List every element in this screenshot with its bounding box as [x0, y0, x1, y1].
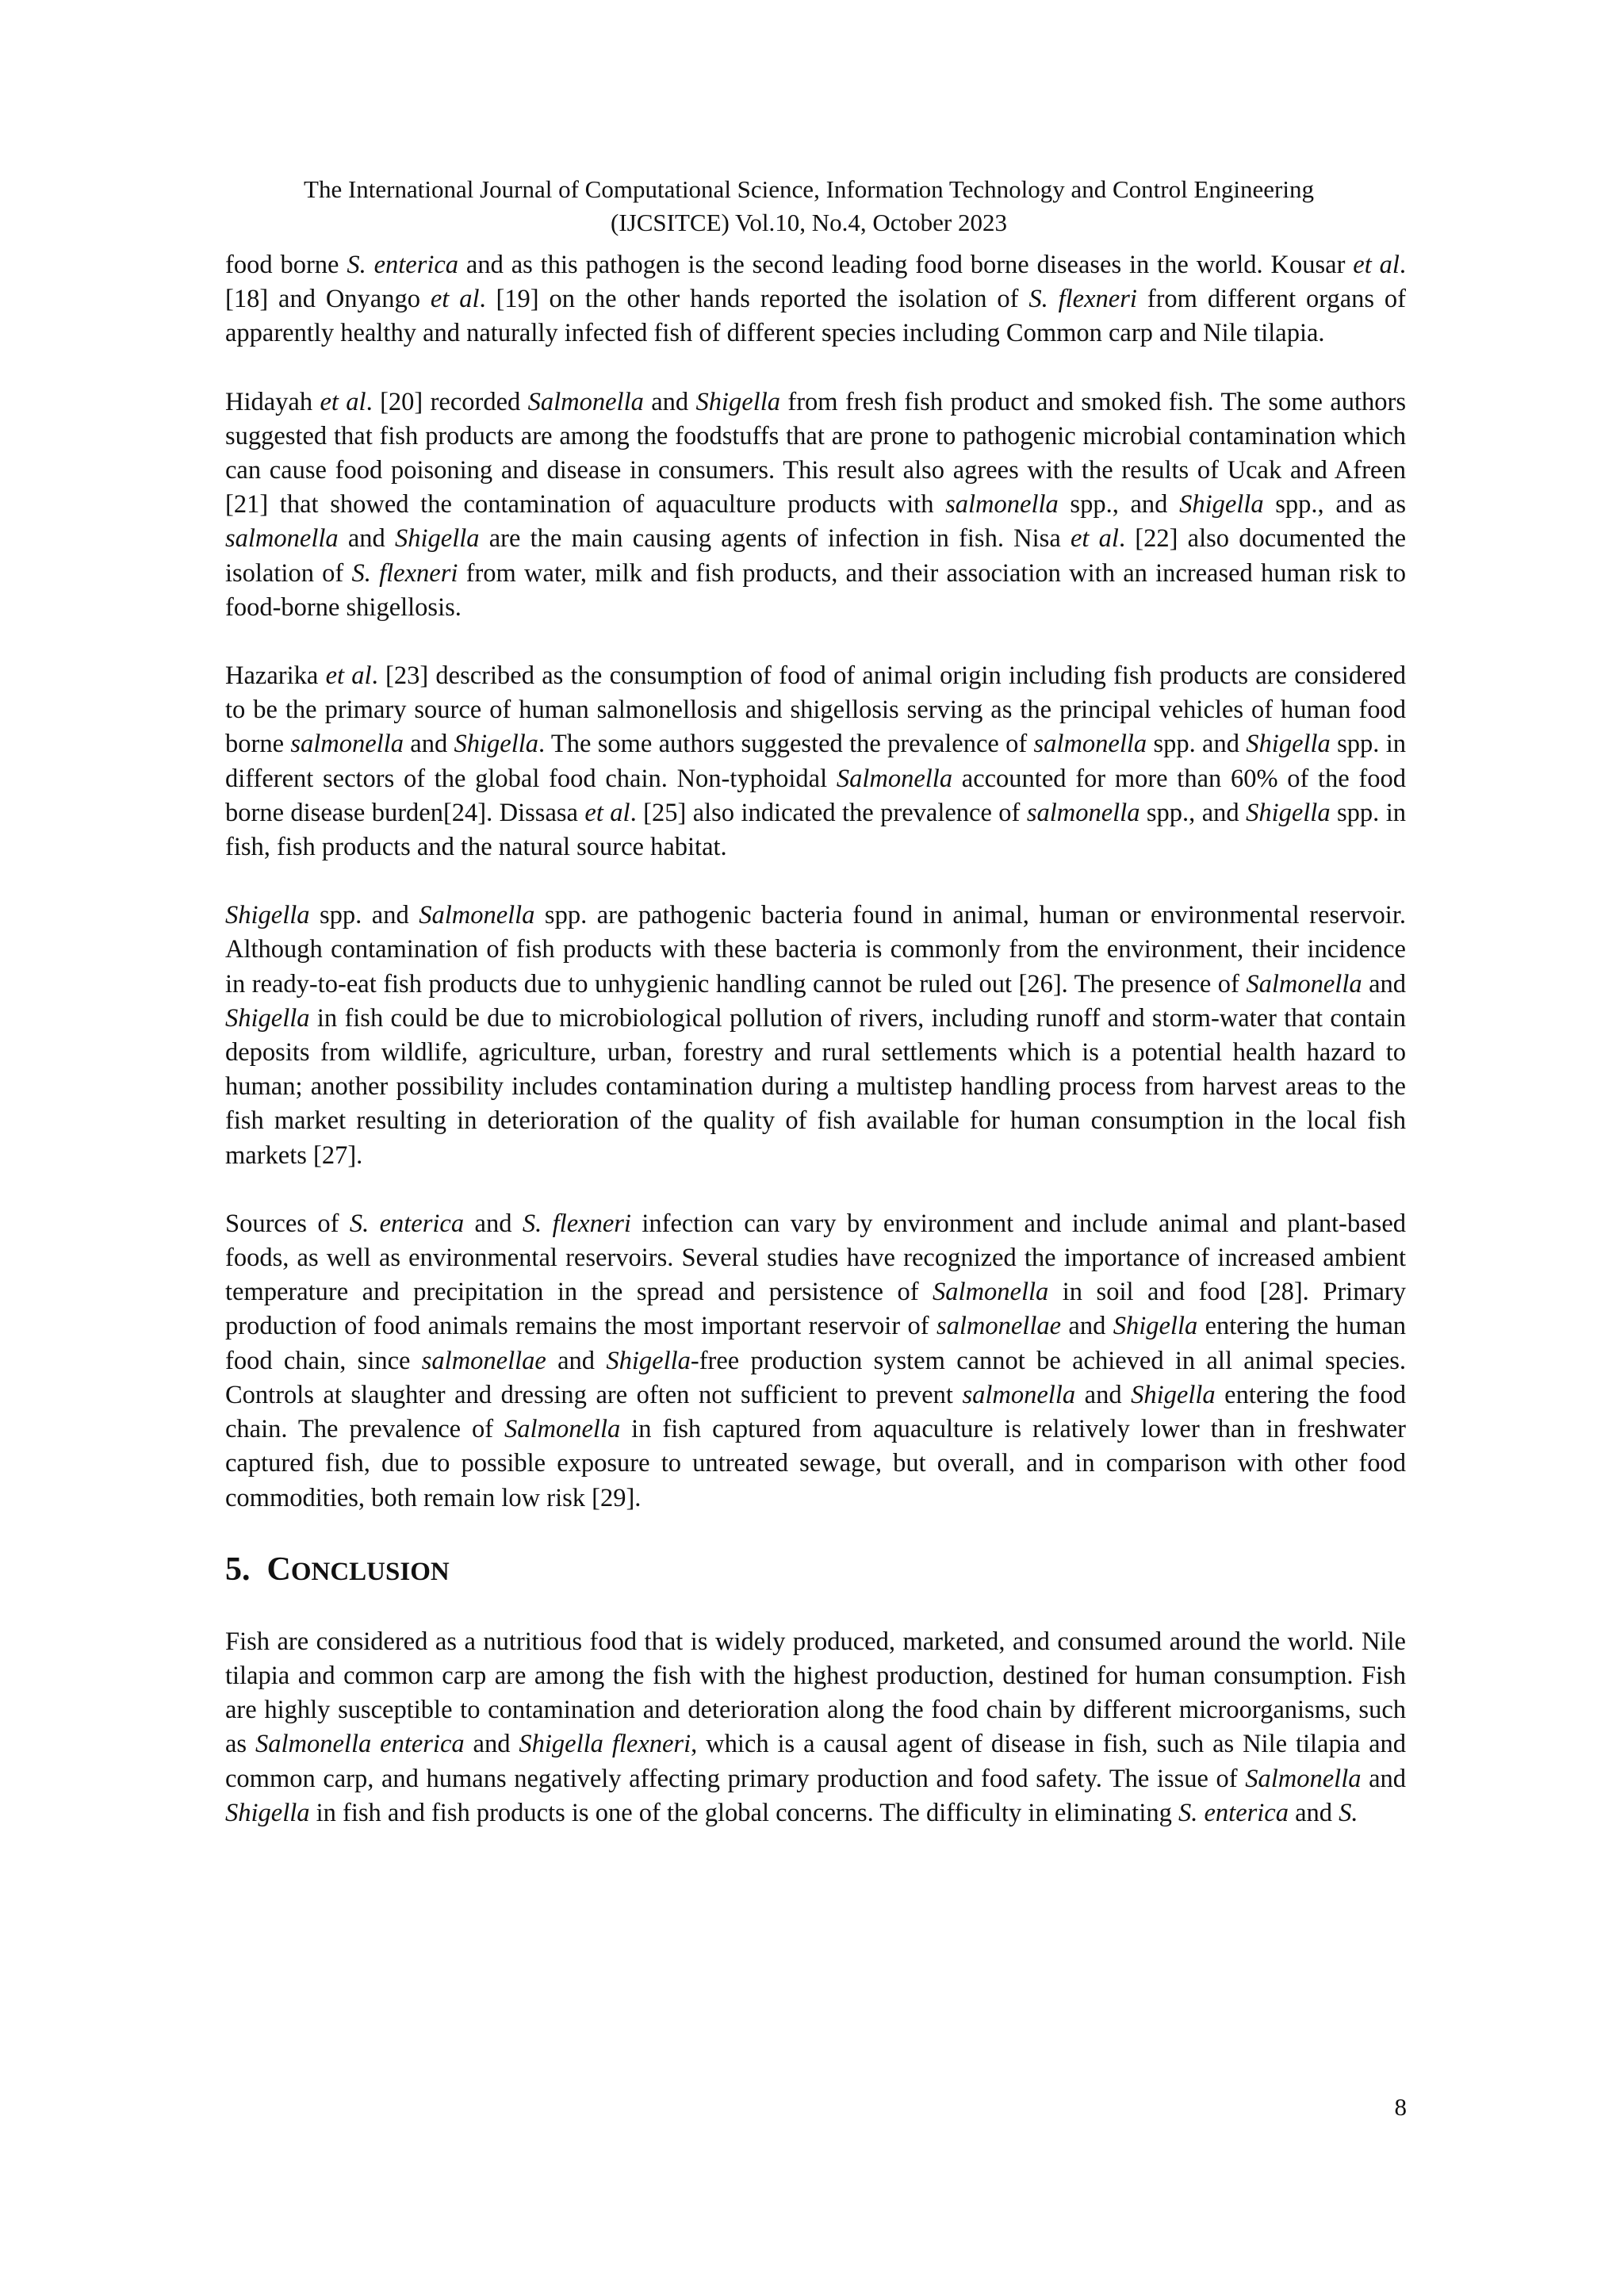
paragraph-1: food borne S. enterica and as this pathogen is the second leading food borne diseases in the world. Kousar et al. [18] and Onyango et al. [19] on the other hands reported the isolation of S. flexneri from different organs of apparently healthy and naturally infected fish of different species including Common carp and Nile tilapia. [225, 251, 1407, 348]
journal-header [198, 173, 1419, 240]
section-heading-conclusion: 5. CONCLUSION [225, 1550, 450, 1588]
article-body [225, 248, 1406, 1830]
page-number: 8 [1394, 2093, 1407, 2121]
journal-issue: (IJCSITCE) Vol.10, No.4, October 2023 [611, 209, 1007, 236]
paragraph-2: Hidayah et al. [20] recorded Salmonella and Shigella from fresh fish product and smoked fish. The some authors suggested that fish products are among the foodstuffs that are prone to pathogenic microbial contamination which can cause food poisoning and disease in consumers. This result also agrees with the results of Ucak and Afreen [21] that showed the contamination of aquaculture products with salmonella spp., and Shigella spp., and as salmonella and Shigella are the main causing agents of infection in fish. Nisa et al. [22] also documented the isolation of S. flexneri from water, milk and fish products, and their association with an increased human risk to food-borne shigellosis. [225, 387, 1407, 622]
paragraph-6: Fish are considered as a nutritious food that is widely produced, marketed, and consumed around the world. Nile tilapia and common carp are among the fish with the highest production, destined for human consumption. Fish are highly susceptible to contamination and deterioration along the food chain by different microorganisms, such as Salmonella enterica and Shigella flexneri, which is a causal agent of disease in fish, such as Nile tilapia and common carp, and humans negatively affecting primary production and food safety. The issue of Salmonella and Shigella in fish and fish products is one of the global concerns. The difficulty in eliminating S. enterica and S. [225, 1627, 1407, 1827]
paragraph-4: Shigella spp. and Salmonella spp. are pathogenic bacteria found in animal, human or environmental reservoir. Although contamination of fish products with these bacteria is commonly from the environment, their incidence in ready-to-eat fish products due to unhygienic handling cannot be ruled out [26]. The presence of Salmonella and Shigella in fish could be due to microbiological pollution of rivers, including runoff and storm-water that contain deposits from wildlife, agriculture, urban, forestry and rural settlements which is a potential health hazard to human; another possibility includes contamination during a multistep handling process from harvest areas to the fish market resulting in deterioration of the quality of fish available for human consumption in the local fish markets [27]. [225, 901, 1406, 1170]
paragraph-5: Sources of S. enterica and S. flexneri infection can vary by environment and include animal and plant-based foods, as well as environmental reservoirs. Several studies have recognized the importance of increased ambient temperature and precipitation in the spread and persistence of Salmonella in soil and food [28]. Primary production of food animals remains the most important reservoir of salmonellae and Shigella entering the human food chain, since salmonellae and Shigella-free production system cannot be achieved in all animal species. Controls at slaughter and dressing are often not sufficient to prevent salmonella and Shigella entering the food chain. The prevalence of Salmonella in fish captured from aquaculture is relatively lower than in freshwater captured fish, due to possible exposure to untreated sewage, but overall, and in comparison with other food commodities, both remain low risk [29]. [225, 1209, 1406, 1512]
paragraph-3: Hazarika et al. [23] described as the consumption of food of animal origin including fish products are considered to be the primary source of human salmonellosis and shigellosis serving as the principal vehicles of human food borne salmonella and Shigella. The some authors suggested the prevalence of salmonella spp. and Shigella spp. in different sectors of the global food chain. Non-typhoidal Salmonella accounted for more than 60% of the food borne disease burden[24]. Dissasa et al. [25] also indicated the prevalence of salmonella spp., and Shigella spp. in fish, fish products and the natural source habitat. [225, 661, 1407, 862]
journal-title: The International Journal of Computational Science, Information Technology and Control Engineering [304, 175, 1314, 203]
